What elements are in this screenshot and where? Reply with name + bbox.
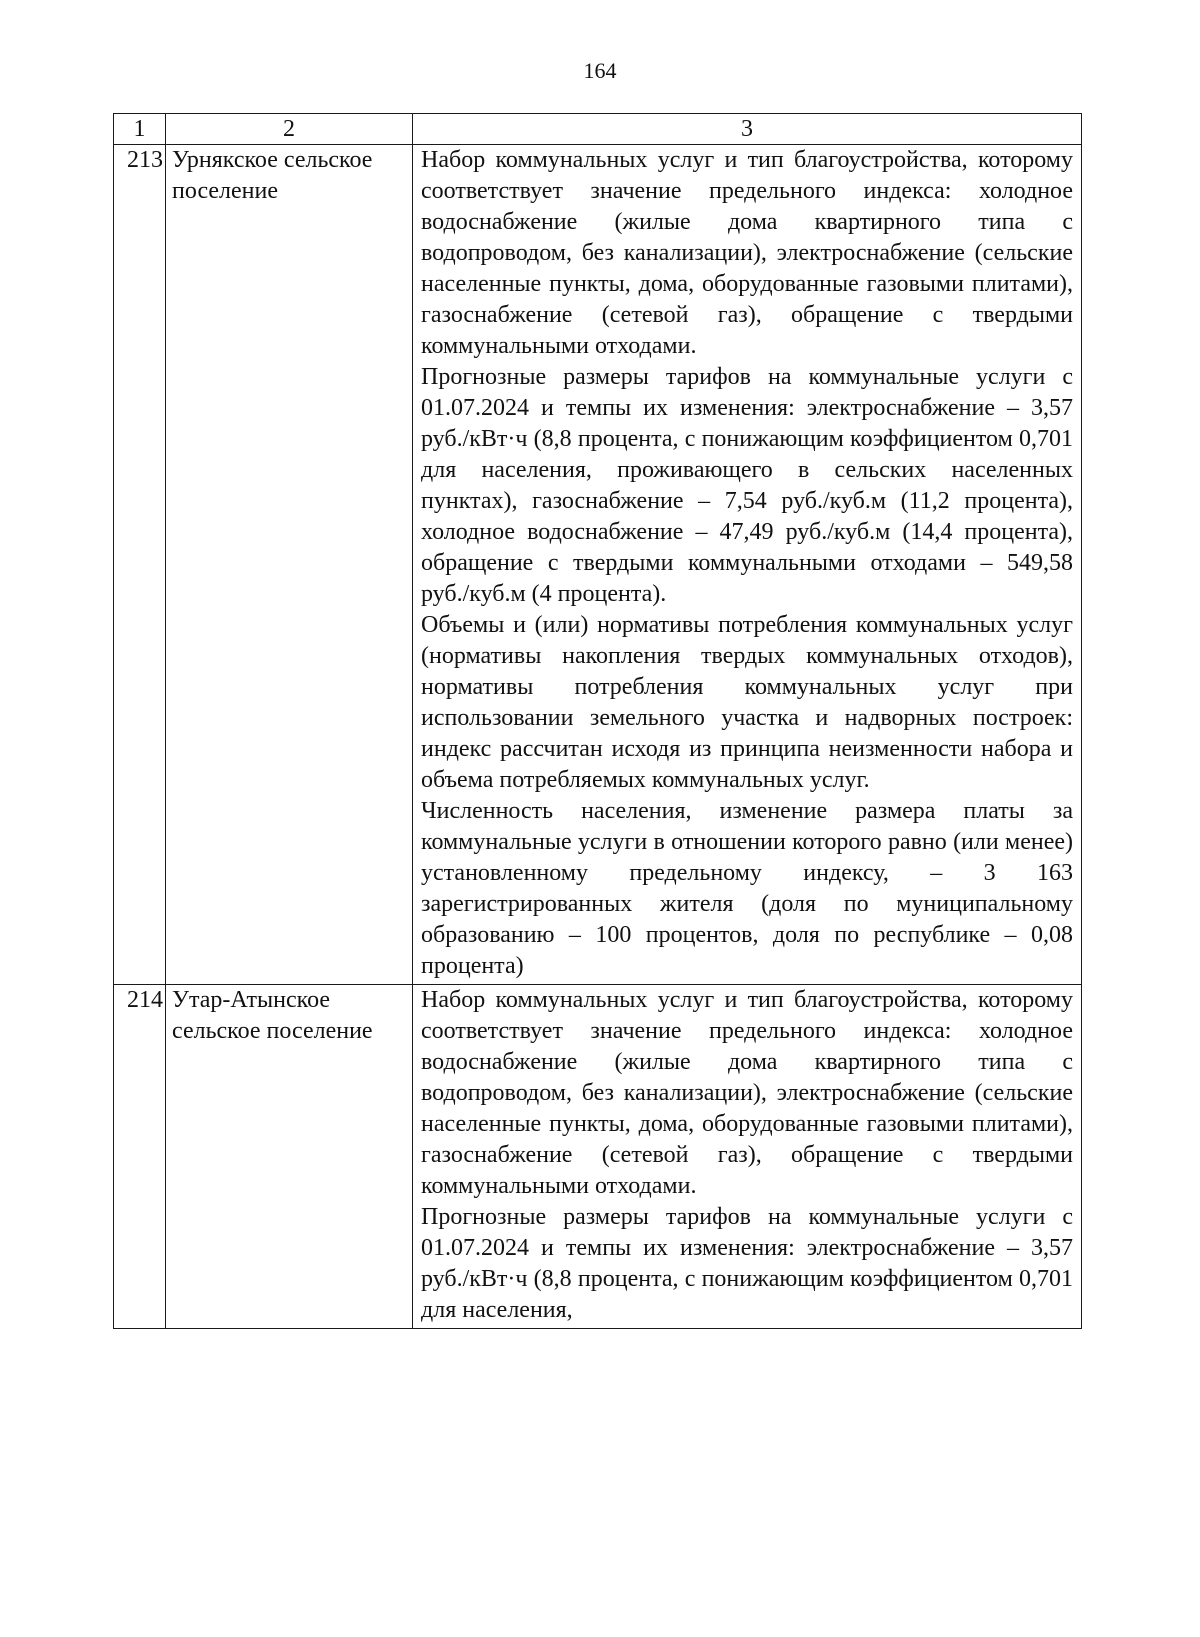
- table-row-214: [114, 985, 1082, 1329]
- description-paragraph: Прогнозные размеры тарифов на коммунальные услуги с 01.07.2024 и темпы их изменения: электроснабжение – 3,57 руб./кВт·ч (8,8 процента, с понижающим коэффициентом 0,701 для населения, проживающего в сельских населенных пунктах), газоснабжение – 7,54 руб./куб.м (11,2 процента), холодное водоснабжение – 47,49 руб./куб.м (14,4 процента), обращение с твердыми коммунальными отходами – 549,58 руб./куб.м (4 процента).: [421, 364, 1073, 607]
- tariff-table: [113, 113, 1082, 1329]
- settlement-description: [413, 145, 1082, 985]
- description-paragraph: Набор коммунальных услуг и тип благоустройства, которому соответствует значение предельного индекса: холодное водоснабжение (жилые дома квартирного типа с водопроводом, без канализации), электроснабжение (сельские населенные пункты, дома, оборудованные газовыми плитами), газоснабжение (сетевой газ), обращение с твердыми коммунальными отходами.: [421, 987, 1073, 1199]
- settlement-description: [413, 985, 1082, 1329]
- page-number: 164: [583, 58, 617, 83]
- description-paragraph: Прогнозные размеры тарифов на коммунальные услуги с 01.07.2024 и темпы их изменения: электроснабжение – 3,57 руб./кВт·ч (8,8 процента, с понижающим коэффициентом 0,701 для населения,: [421, 1204, 1073, 1323]
- description-paragraph: Объемы и (или) нормативы потребления коммунальных услуг (нормативы накопления твердых коммунальных отходов), нормативы потребления коммунальных услуг при использовании земельного участка и надворных построек: индекс рассчитан исходя из принципа неизменности набора и объема потребляемых коммунальных услуг.: [421, 612, 1073, 793]
- header-cell-2: 2: [166, 114, 413, 145]
- row-number: 214: [114, 985, 166, 1329]
- settlement-name: Утар-Атынское сельское поселение: [166, 985, 413, 1329]
- settlement-name: Урнякское сельское поселение: [166, 145, 413, 985]
- row-number: 213: [114, 145, 166, 985]
- header-cell-3: 3: [413, 114, 1082, 145]
- description-paragraph: Набор коммунальных услуг и тип благоустройства, которому соответствует значение предельного индекса: холодное водоснабжение (жилые дома квартирного типа с водопроводом, без канализации), электроснабжение (сельские населенные пункты, дома, оборудованные газовыми плитами), газоснабжение (сетевой газ), обращение с твердыми коммунальными отходами.: [421, 147, 1073, 359]
- description-paragraph: Численность населения, изменение размера платы за коммунальные услуги в отношении которого равно (или менее) установленному предельному индексу, – 3 163 зарегистрированных жителя (доля по муниципальному образованию – 100 процентов, доля по республике – 0,08 процента): [421, 798, 1073, 979]
- header-cell-1: 1: [114, 114, 166, 145]
- table-header-row: [114, 114, 1082, 145]
- table-row-213: [114, 145, 1082, 985]
